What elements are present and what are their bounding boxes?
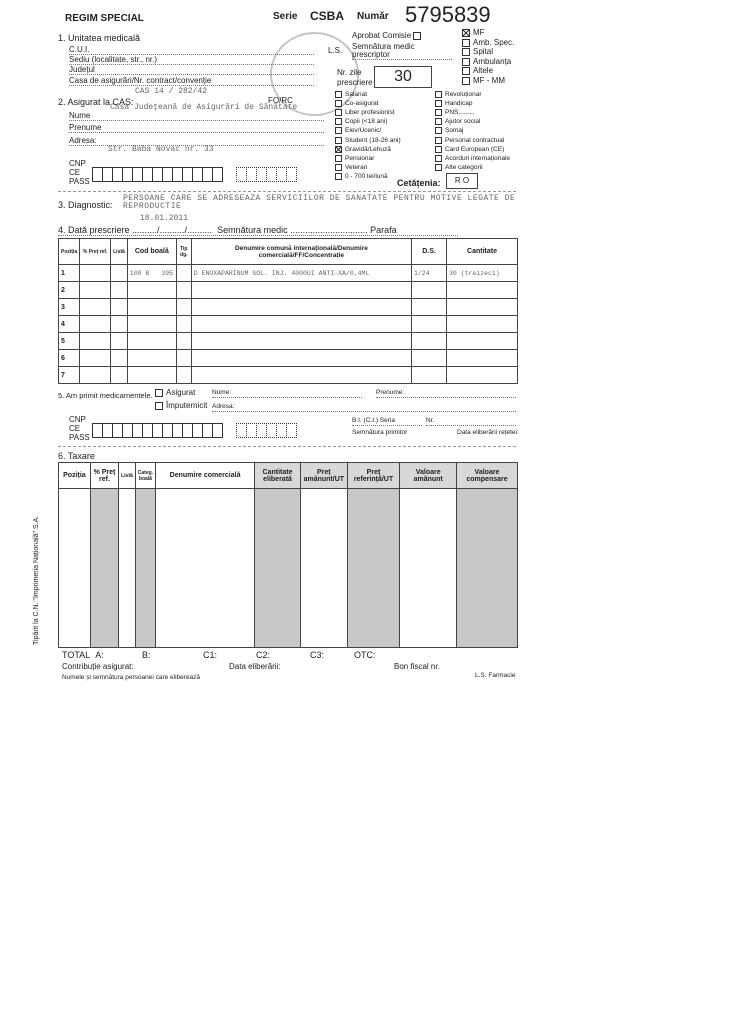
tax-col: Poziția	[59, 463, 91, 489]
facility-option[interactable]: Amb. Spec.	[462, 39, 514, 47]
nr-zile-value: 30	[374, 66, 432, 88]
col-lista: Listă	[111, 239, 128, 265]
data-eliberarii-retetei: Data eliberării rețetei:	[457, 429, 519, 436]
cnp2-boxes[interactable]	[92, 423, 296, 443]
tax-cell	[457, 489, 518, 648]
facility-option[interactable]: Ambulanța	[462, 58, 514, 66]
printer-text: Tipărit la C.N. "Imprimeria Națională" S.A.	[33, 515, 40, 645]
tax-cell	[400, 489, 457, 648]
table-row	[59, 299, 518, 316]
judet-label: Județul	[69, 66, 314, 75]
col-denumire: Denumire comună internațională/Denumire comercială/FF/Concentrație	[191, 239, 411, 265]
cell-pos: 1	[59, 265, 80, 282]
category-option[interactable]: Salariat	[335, 91, 401, 99]
col-pret-ref: % Preț ref.	[80, 239, 111, 265]
total-otc: OTC:	[354, 650, 376, 660]
cnp2-label: CNP	[69, 415, 86, 424]
tax-col: Cantitate eliberată	[255, 463, 301, 489]
divider	[58, 191, 516, 192]
bon-fiscal-label: Bon fiscal nr.	[394, 662, 440, 671]
casa-handwritten: Casa Județeană de Asigurări de Sănătate	[110, 103, 298, 112]
category-option[interactable]: Co-asigurat	[335, 100, 401, 108]
category-option[interactable]: Personal contractual	[435, 137, 510, 145]
aprobat-label: Aprobat Comisie	[352, 32, 424, 40]
semnatura-prescriptor: Semnătura medic prescriptor	[352, 43, 452, 60]
tax-cell	[119, 489, 136, 648]
cetatenia-label: Cetățenia:	[397, 178, 441, 188]
category-option[interactable]: Alte categorii	[435, 164, 510, 172]
cetatenia-value: R O	[446, 173, 478, 189]
tax-cell	[347, 489, 400, 648]
tax-cell	[90, 489, 118, 648]
numele-label: Numele și semnătura persoanei care eliberează	[62, 674, 201, 681]
tax-col: Preț referință/UT	[347, 463, 400, 489]
cell-cant: 30 (treizeci)	[447, 265, 518, 282]
tax-col: % Preț ref.	[90, 463, 118, 489]
category-option[interactable]: Pensionar	[335, 155, 401, 163]
tax-cell	[301, 489, 348, 648]
table-row	[59, 265, 518, 282]
category-option[interactable]: Handicap	[435, 100, 510, 108]
prescriere-label: prescriere	[337, 78, 373, 87]
table-row	[59, 333, 518, 350]
cell-cod: 100 B 395	[127, 265, 176, 282]
divider	[58, 446, 516, 447]
col-cantitate: Cantitate	[447, 239, 518, 265]
tax-col: Valoare amănunt	[400, 463, 457, 489]
tax-col: Preț amănunt/UT	[301, 463, 348, 489]
tax-title: 6. Taxare	[58, 451, 95, 461]
total-c3: C3:	[310, 650, 325, 660]
received-nume: Nume:	[212, 390, 362, 398]
category-option[interactable]: Card European (CE)	[435, 146, 510, 154]
col-tip-dg: Tip dg.	[176, 239, 191, 265]
tax-col: Categ. boală	[135, 463, 155, 489]
insured-title: 2. Asigurat la CAS:	[58, 97, 134, 107]
col-cod-boala: Cod boală	[127, 239, 176, 265]
col-pozitia: Poziția	[59, 239, 80, 265]
category-option[interactable]: Revoluționar	[435, 91, 510, 99]
cell-pos: 6	[59, 350, 80, 367]
tax-col: Valoare compensare	[457, 463, 518, 489]
nr-zile-label: Nr. zile	[337, 68, 362, 77]
cell-pos: 4	[59, 316, 80, 333]
category-option[interactable]: Student (18-26 ani)	[335, 137, 401, 145]
received-prenume: Prenume:	[376, 390, 516, 398]
cell-pos: 7	[59, 367, 80, 384]
categories-col2	[435, 91, 510, 173]
category-option[interactable]: Elev/Ucenic/	[335, 127, 401, 135]
table-row	[59, 367, 518, 384]
cell-pos: 3	[59, 299, 80, 316]
table-row	[59, 282, 518, 299]
prescriere-row: 4. Dată prescriere ........../........../.......... Semnătura medic ............................... Parafa	[58, 226, 458, 236]
received-title: 5. Am primit medicamentele.	[58, 391, 153, 400]
category-option[interactable]: Copii (<18 ani)	[335, 118, 401, 126]
serie-label: Serie	[273, 11, 298, 22]
diagnostic-date: 18.01.2011	[140, 214, 189, 223]
category-option[interactable]: Gravidă/Lehuză	[335, 146, 401, 154]
category-option[interactable]: Ajutor social	[435, 118, 510, 126]
sediu-label: Sediu (localitate, str., nr.)	[69, 56, 314, 65]
facility-option[interactable]: MF - MM	[462, 77, 514, 85]
table-row	[59, 350, 518, 367]
category-option[interactable]: Liber profesionist	[335, 109, 401, 117]
cnp-label: CNP	[69, 159, 86, 168]
category-option[interactable]: Veteran	[335, 164, 401, 172]
cell-ds: 1/24	[412, 265, 447, 282]
ls-label: L.S.	[328, 46, 343, 55]
imputernicit-option[interactable]: Împuternicit	[155, 402, 207, 410]
bi-seria: B.I. (C.I.) Seria	[352, 418, 422, 426]
cnp-boxes[interactable]	[92, 167, 296, 187]
cas-handwritten: CAS 14 / 282/42	[135, 87, 208, 96]
total-b: B:	[142, 650, 151, 660]
facility-option[interactable]: Altele	[462, 67, 514, 75]
fo-label: FO/RC	[268, 96, 293, 105]
adresa-label: Adresa:	[69, 137, 324, 146]
pass-label: PASS	[69, 177, 90, 186]
received-adresa: Adresa:	[212, 404, 516, 412]
cui-label: C.U.I.	[69, 46, 314, 55]
facility-option[interactable]: MF	[462, 29, 514, 37]
cell-pos: 2	[59, 282, 80, 299]
tax-cell	[156, 489, 255, 648]
adresa-handwritten: Str. Baba Novac nr. 33	[108, 145, 214, 154]
table-row	[59, 316, 518, 333]
bi-nr: Nr.	[426, 418, 516, 426]
numar-value: 5795839	[405, 2, 491, 27]
regim-title: REGIM SPECIAL	[65, 13, 144, 24]
category-option[interactable]: Acorduri internaționale	[435, 155, 510, 163]
totals-row: TOTAL A:	[62, 650, 104, 660]
tax-cell	[255, 489, 301, 648]
facility-option[interactable]: Spital	[462, 48, 514, 56]
col-ds: D.S.	[412, 239, 447, 265]
contributie-label: Contribuție asigurat:	[62, 662, 134, 671]
tax-col: Listă	[119, 463, 136, 489]
asigurat-option[interactable]: Asigurat	[155, 389, 195, 397]
semnatura-primitor: Semnătura primitor	[352, 429, 408, 436]
total-c2: C2:	[256, 650, 271, 660]
medication-table	[58, 238, 518, 384]
tax-col: Denumire comercială	[156, 463, 255, 489]
casa-label: Casa de asigurări/Nr. contract/convenție	[69, 77, 314, 86]
category-option[interactable]: Șomaj	[435, 127, 510, 135]
cell-pos: 5	[59, 333, 80, 350]
total-c1: C1:	[203, 650, 218, 660]
tax-cell	[135, 489, 155, 648]
diagnostic-text: PERSOANE CARE SE ADRESEAZA SERVICIILOR DE SANATATE PENTRU MOTIVE LEGATE DE REPRODUCTIE	[123, 194, 516, 211]
ce2-label: CE	[69, 424, 81, 433]
category-option[interactable]: PNS.........	[435, 109, 510, 117]
data-eliberarii-label: Data eliberării:	[229, 662, 281, 671]
ls-farmacie-label: L.S. Farmacie	[475, 672, 516, 679]
categories-col1	[335, 91, 401, 182]
tax-cell	[59, 489, 91, 648]
unit-title: 1. Unitatea medicală	[58, 33, 141, 43]
cell-code2: 395	[161, 269, 174, 277]
nume-label: Nume	[69, 112, 324, 121]
diagnostic-label: 3. Diagnostic:	[58, 200, 113, 210]
numar-label: Număr	[357, 11, 389, 22]
cell-den: D ENOXAPARINUM SOL. INJ. 4000UI ANTI-XA/0,4ML	[191, 265, 411, 282]
prenume-label: Prenume	[69, 124, 324, 133]
category-option[interactable]: 0 - 700 lei/lună	[335, 173, 401, 181]
tax-table	[58, 462, 518, 648]
facility-list	[462, 29, 514, 87]
pass2-label: PASS	[69, 433, 90, 442]
ce-label: CE	[69, 168, 81, 177]
serie-value: CSBA	[310, 9, 345, 23]
